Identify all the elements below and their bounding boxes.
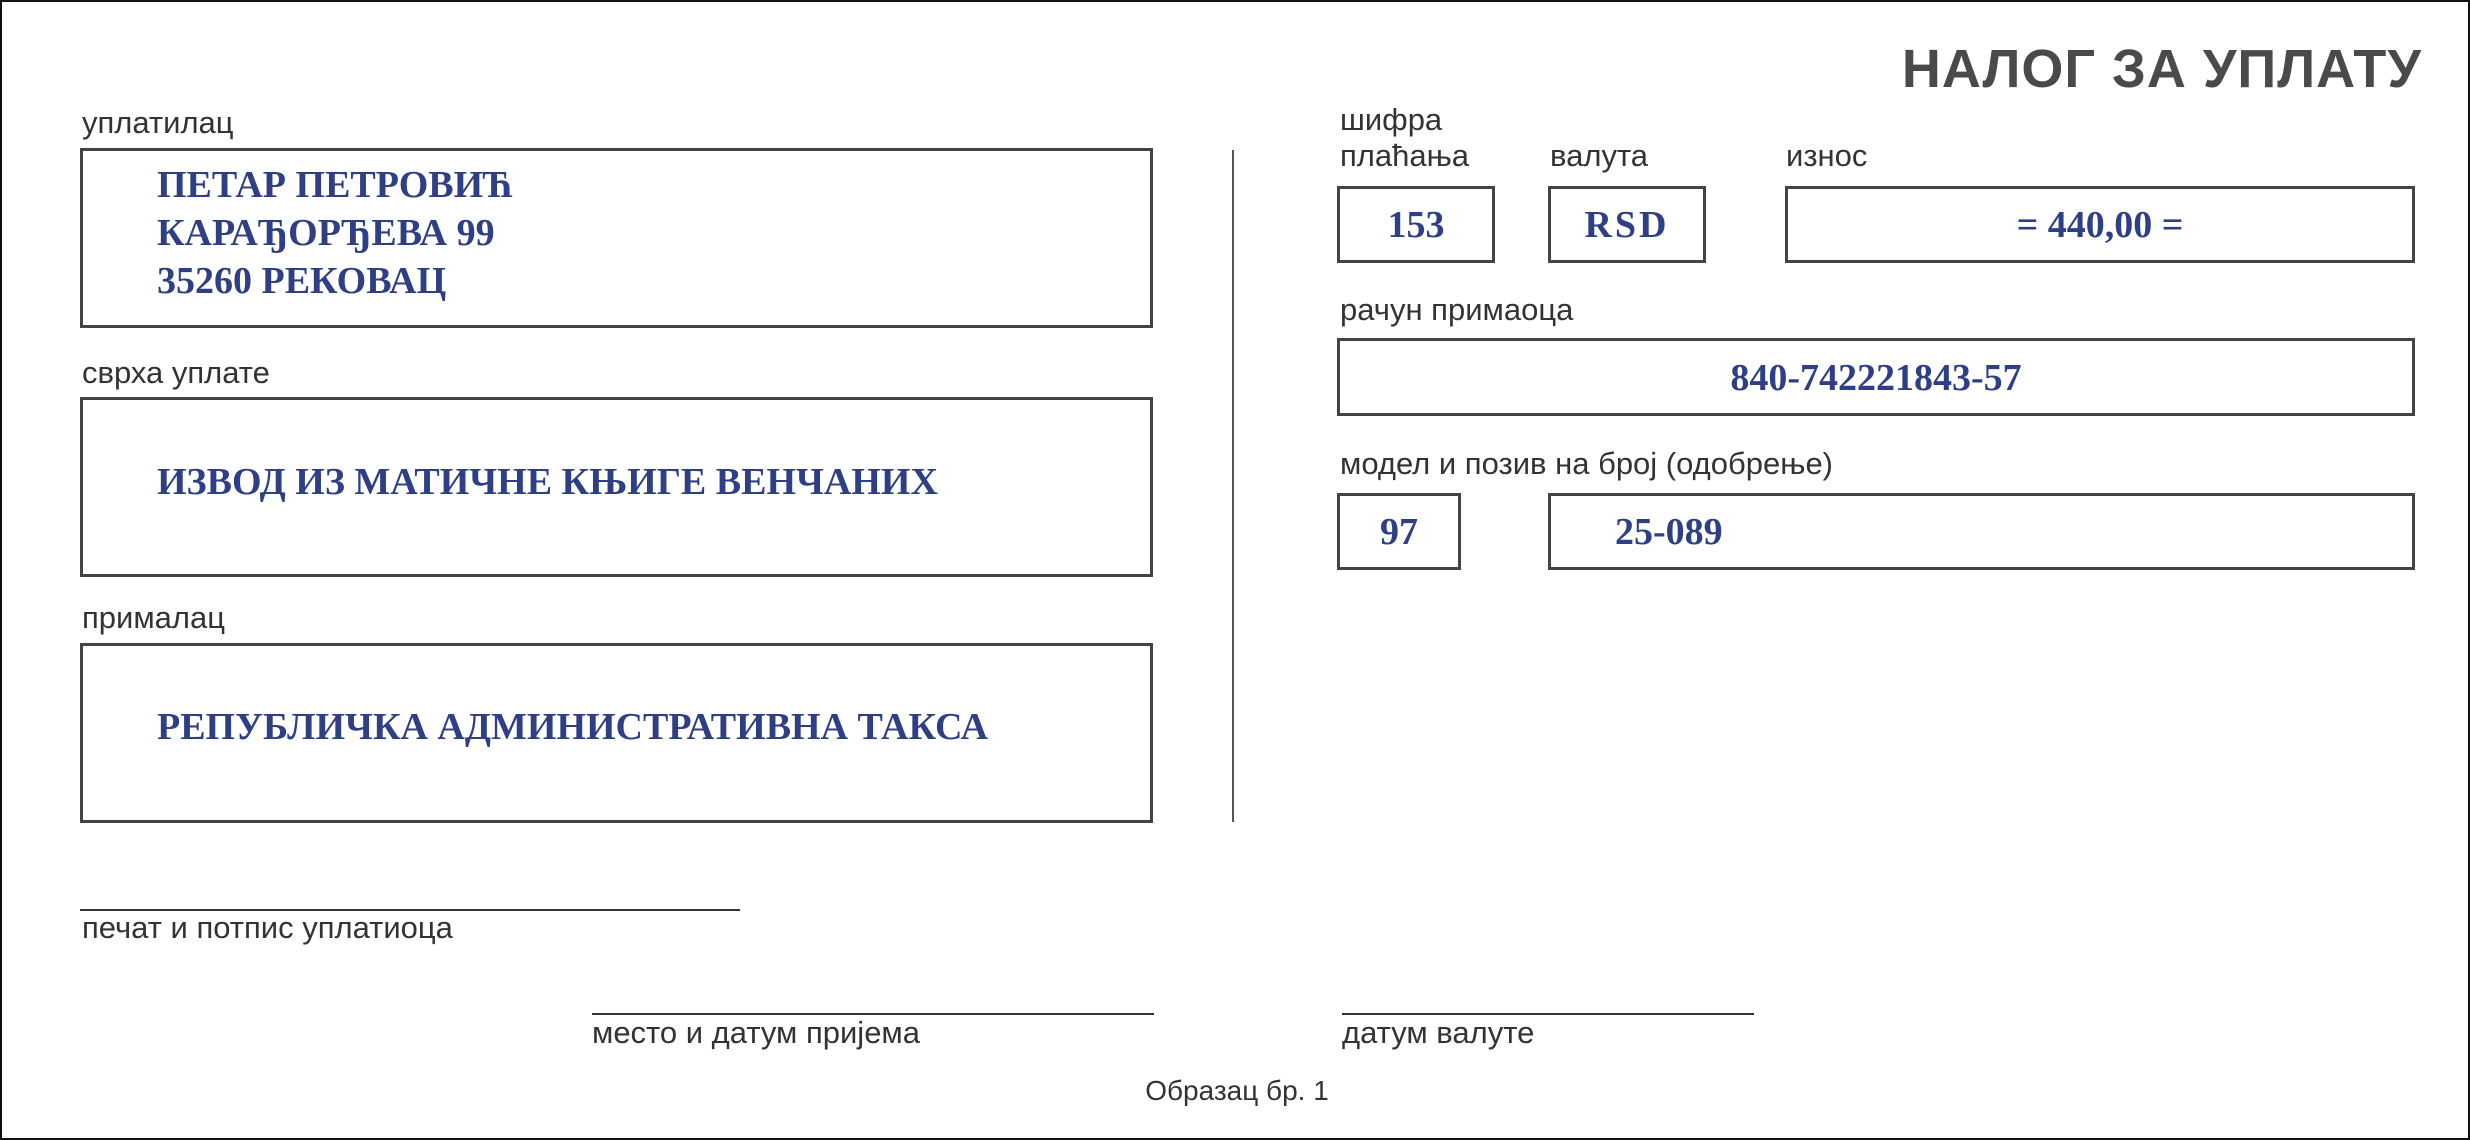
form-title: НАЛОГ ЗА УПЛАТУ <box>1901 39 2422 99</box>
amount-field[interactable] <box>1785 186 2415 263</box>
payer-city: 35260 РЕКОВАЦ <box>157 260 447 302</box>
payer-name: ПЕТАР ПЕТРОВИЋ <box>157 164 514 206</box>
value-date-label: датум валуте <box>1342 1015 1535 1050</box>
currency-label: валута <box>1550 138 1649 173</box>
recipient-field[interactable] <box>80 643 1153 823</box>
reference-number-field[interactable] <box>1548 493 2415 570</box>
model-value: 97 <box>1380 511 1418 553</box>
recipient-label: прималац <box>82 600 225 635</box>
amount-label: износ <box>1786 138 1868 173</box>
purpose-field[interactable] <box>80 397 1153 577</box>
payment-code-field[interactable] <box>1337 186 1495 263</box>
column-divider <box>1232 150 1234 822</box>
recipient-account-value: 840-742221843-57 <box>1730 357 2022 399</box>
currency-field[interactable] <box>1548 186 1706 263</box>
amount-value: = 440,00 = <box>2016 204 2184 246</box>
payment-code-value: 153 <box>1387 204 1445 246</box>
reference-number-value: 25-089 <box>1615 511 1723 553</box>
payer-signature-label: печат и потпис уплатиоца <box>82 910 453 945</box>
recipient-value: РЕПУБЛИЧКА АДМИНИСТРАТИВНА ТАКСА <box>157 706 989 748</box>
form-number: Образац бр. 1 <box>1145 1075 1329 1106</box>
recipient-account-label: рачун примаоца <box>1340 292 1574 327</box>
payment-code-label-line2: плаћања <box>1340 138 1470 173</box>
payment-code-label-line1: шифра <box>1340 102 1443 137</box>
model-reference-label: модел и позив на број (одобрење) <box>1340 446 1834 481</box>
currency-value: RSD <box>1584 204 1670 246</box>
payer-label: уплатилац <box>82 105 234 140</box>
purpose-value: ИЗВОД ИЗ МАТИЧНЕ КЊИГЕ ВЕНЧАНИХ <box>157 461 938 503</box>
model-field[interactable] <box>1337 493 1461 570</box>
payer-field[interactable] <box>80 148 1153 328</box>
purpose-label: сврха уплате <box>82 355 270 390</box>
place-date-label: место и датум пријема <box>592 1015 920 1050</box>
payer-street: КАРАЂОРЂЕВА 99 <box>157 212 495 254</box>
recipient-account-field[interactable] <box>1337 338 2415 416</box>
